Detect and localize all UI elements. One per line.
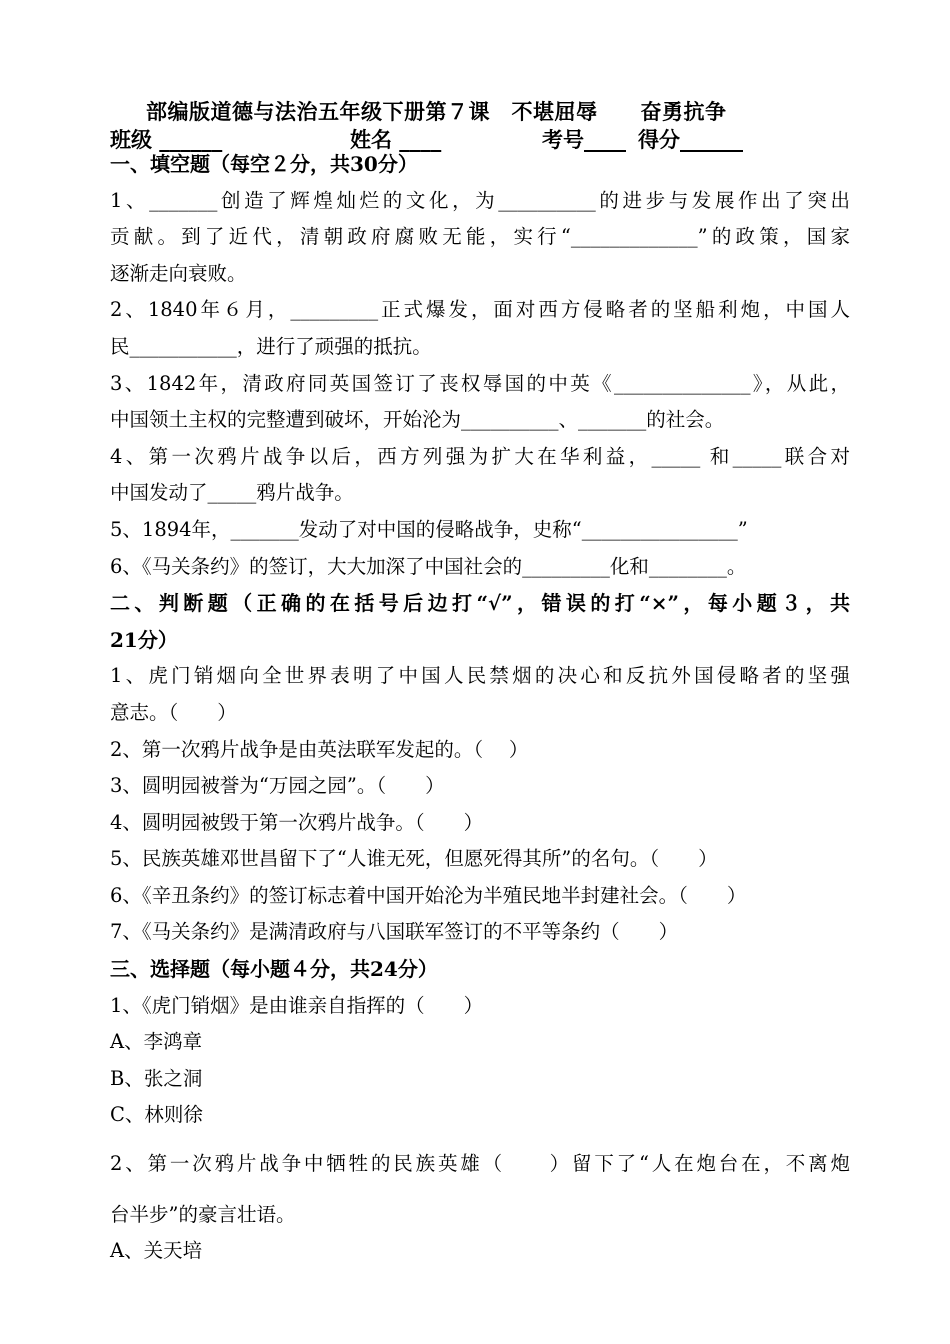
- name-field: 姓名 ____: [350, 127, 442, 152]
- question-line: 4、第一次鸦片战争以后，西方列强为扩大在华利益，_____ 和_____联合对: [110, 444, 850, 468]
- choice-option: A、李鸿章: [110, 1030, 203, 1054]
- question-line: 3、1842年，清政府同英国签订了丧权辱国的中英《______________》，从此，: [110, 371, 850, 395]
- section-heading-true-false-cont: 21分）: [110, 627, 178, 652]
- score-field: 得分______: [638, 127, 743, 152]
- class-field: 班级 ______: [110, 127, 223, 152]
- question-line: 2、第一次鸦片战争中牺牲的民族英雄（ ）留下了“人在炮台在，不离炮: [110, 1152, 850, 1176]
- question-line: 3、圆明园被誉为“万园之园”。（ ）: [110, 774, 445, 798]
- page-title: 部编版道德与法治五年级下册第７课 不堪屈辱 奋勇抗争: [146, 99, 727, 124]
- question-line: 台半步”的豪言壮语。: [110, 1202, 296, 1226]
- spacer: [110, 1134, 850, 1146]
- exam-content: [110, 146, 850, 1270]
- choice-option: C、林则徐: [110, 1103, 203, 1127]
- question-line: 1、《虎门销烟》是由谁亲自指挥的（ ）: [110, 993, 484, 1017]
- section-heading-multiple-choice: 三、选择题（每小题４分，共24分）: [110, 957, 438, 982]
- question-line: 6、《马关条约》的签订，大大加深了中国社会的_________化和________。: [110, 554, 747, 578]
- question-line: 1、虎门销烟向全世界表明了中国人民禁烟的决心和反抗外国侵略者的坚强: [110, 664, 850, 688]
- question-line: 2、1840年６月，_________正式爆发，面对西方侵略者的坚船利炮，中国人: [110, 298, 850, 322]
- question-line: 7、《马关条约》是满清政府与八国联军签订的不平等条约（ ）: [110, 920, 679, 944]
- spacer: [110, 1183, 850, 1197]
- choice-option: B、张之洞: [110, 1066, 203, 1090]
- question-line: 1、_______创造了辉煌灿烂的文化，为__________的进步与发展作出了突出: [110, 188, 850, 212]
- question-line: 中国发动了_____鸦片战争。: [110, 481, 354, 505]
- question-line: 5、民族英雄邓世昌留下了“人谁无死，但愿死得其所”的名句。（ ）: [110, 847, 718, 871]
- question-line: 意志。（ ）: [110, 700, 237, 724]
- question-line: 贡献。到了近代，清朝政府腐败无能，实行“_____________”的政策，国家: [110, 225, 850, 249]
- section-heading-fill-blank: 一、填空题（每空２分，共30分）: [110, 152, 418, 176]
- choice-option: A、关天培: [110, 1239, 203, 1263]
- question-line: 4、圆明园被毁于第一次鸦片战争。（ ）: [110, 810, 484, 834]
- question-line: 逐渐走向衰败。: [110, 261, 247, 285]
- question-line: 2、第一次鸦片战争是由英法联军发起的。（ ）: [110, 737, 529, 761]
- exam-number-field: 考号____: [542, 127, 626, 152]
- section-heading-true-false: 二、判断题（正确的在括号后边打“√”，错误的打“×”，每小题３，共: [110, 591, 850, 616]
- question-line: 民___________，进行了顽强的抵抗。: [110, 334, 432, 358]
- question-line: 中国领土主权的完整遭到破坏，开始沦为__________、_______的社会。: [110, 408, 725, 432]
- question-line: 6、《辛丑条约》的签订标志着中国开始沦为半殖民地半封建社会。（ ）: [110, 883, 747, 907]
- question-line: 5、1894年，_______发动了对中国的侵略战争，史称“________________”: [110, 517, 748, 541]
